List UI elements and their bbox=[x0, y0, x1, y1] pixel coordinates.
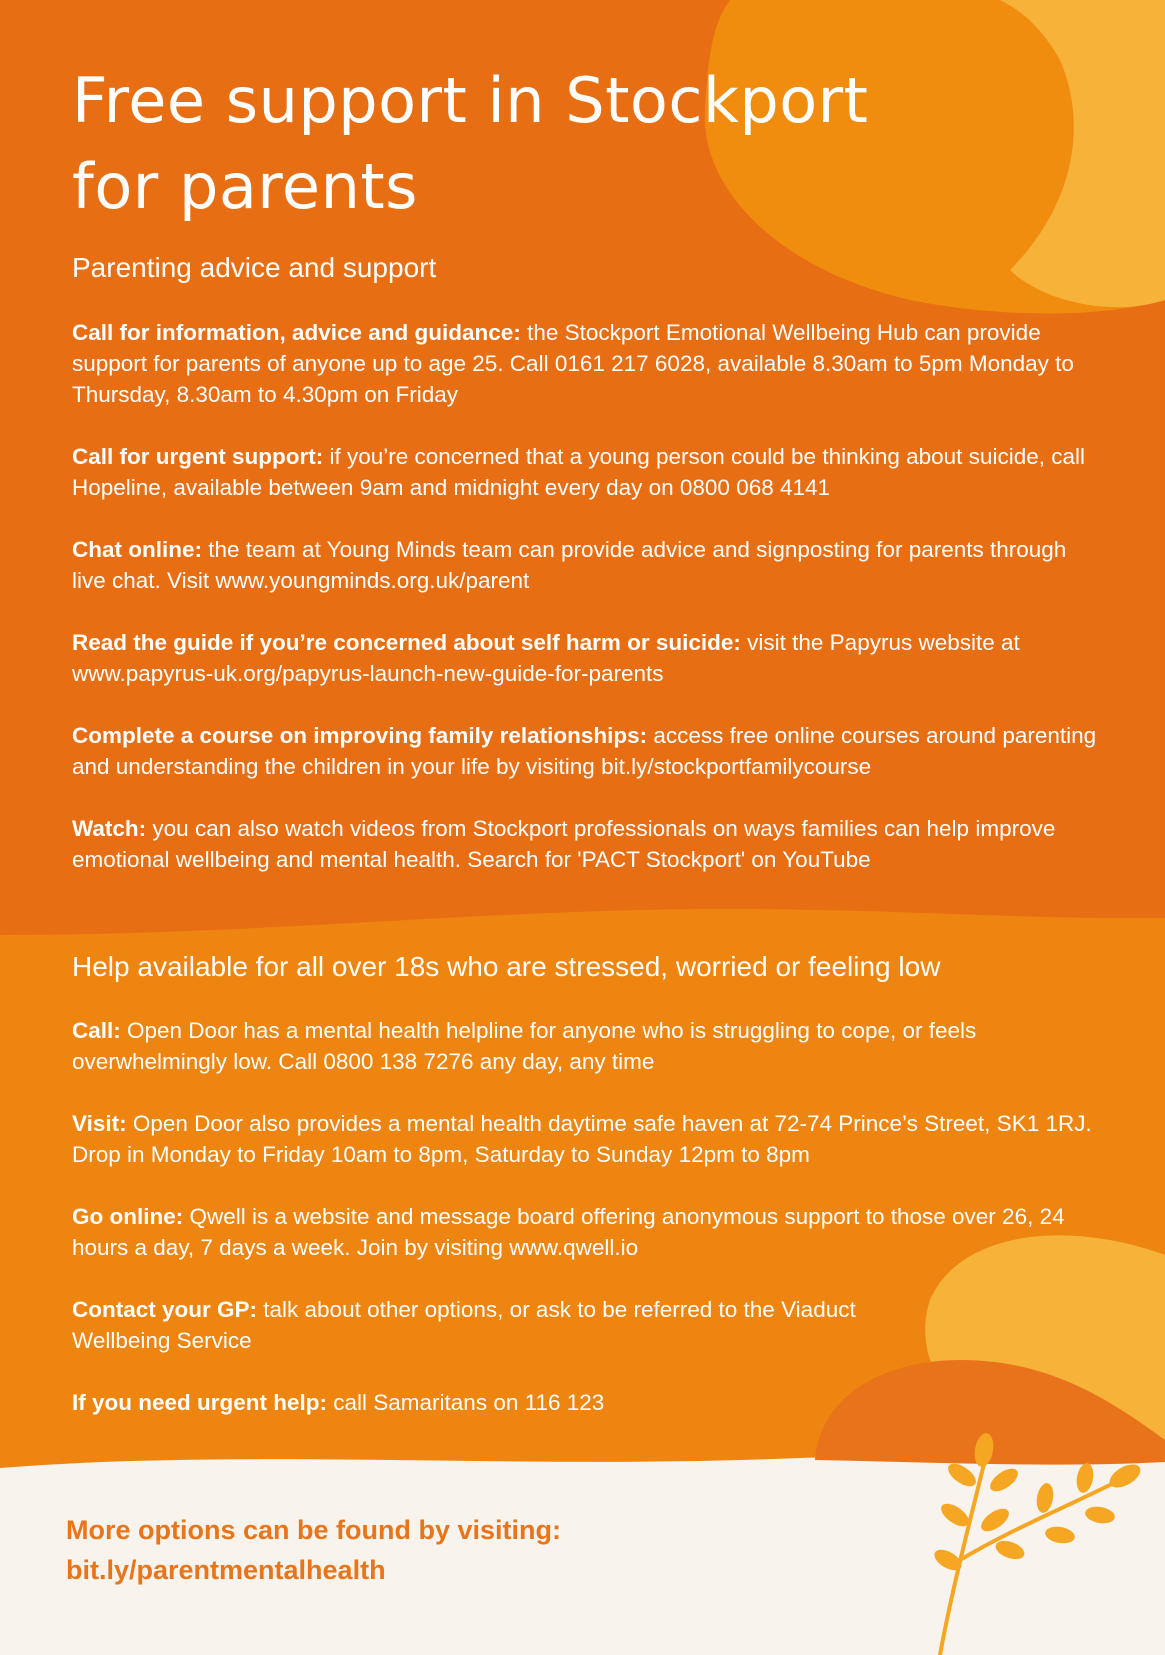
adults-section-heading: Help available for all over 18s who are stressed, worried or feeling low bbox=[72, 951, 941, 982]
parenting-item-family-course: Complete a course on improving family relationships: access free online courses around parenting and understanding the children in your life by visiting bit.ly/stockportfamilycourse bbox=[72, 723, 1097, 779]
title-line-1: Free support in Stockport bbox=[72, 64, 869, 137]
parenting-item-self-harm-guide: Read the guide if you’re concerned about self harm or suicide: visit the Papyrus website at www.papyrus-uk.org/papyrus-launch-new-guide-for-parents bbox=[72, 630, 1020, 686]
adult-item-qwell-online: Go online: Qwell is a website and message board offering anonymous support to those over 26, 24 hours a day, 7 days a week. Join by visiting www.qwell.io bbox=[72, 1204, 1065, 1260]
adult-item-contact-gp: Contact your GP: talk about other options, or ask to be referred to the Viaduct Wellbeing Service bbox=[72, 1297, 856, 1353]
parenting-section-heading: Parenting advice and support bbox=[72, 252, 437, 283]
adult-item-visit-safe-haven: Visit: Open Door also provides a mental health daytime safe haven at 72-74 Prince’s Street, SK1 1RJ. Drop in Monday to Friday 10am to 8pm, Saturday to Sunday 12pm to 8pm bbox=[72, 1111, 1092, 1167]
title-line-2: for parents bbox=[72, 150, 418, 223]
adult-item-samaritans: If you need urgent help: call Samaritans on 116 123 bbox=[72, 1390, 605, 1415]
adult-item-call-open-door: Call: Open Door has a mental health helpline for anyone who is struggling to cope, or feels overwhelmingly low. Call 0800 138 7276 any day, any time bbox=[72, 1018, 977, 1074]
parenting-item-urgent-support: Call for urgent support: if you’re concerned that a young person could be thinking about suicide, call Hopeline, available between 9am and midnight every day on 0800 068 4141 bbox=[72, 444, 1085, 500]
parenting-item-info-advice: Call for information, advice and guidance: the Stockport Emotional Wellbeing Hub can provide support for parents of anyone up to age 25. Call 0161 217 6028, available 8.30am to 5pm Monday to Thursday, 8.30am to 4.30pm on Friday bbox=[72, 320, 1074, 407]
parenting-item-chat-online: Chat online: the team at Young Minds team can provide advice and signposting for parents through live chat. Visit www.youngminds.org.uk/parent bbox=[72, 537, 1067, 593]
parenting-item-watch-videos: Watch: you can also watch videos from Stockport professionals on ways families can help improve emotional wellbeing and mental health. Search for 'PACT Stockport' on YouTube bbox=[72, 816, 1056, 872]
page-title bbox=[72, 58, 1072, 230]
more-options-text: More options can be found by visiting: bbox=[66, 1515, 562, 1545]
parenting-support-list bbox=[72, 317, 1102, 906]
more-options-footer bbox=[66, 1510, 561, 1590]
adult-support-list bbox=[72, 1015, 1102, 1449]
more-options-link[interactable]: bit.ly/parentmentalhealth bbox=[66, 1555, 386, 1585]
